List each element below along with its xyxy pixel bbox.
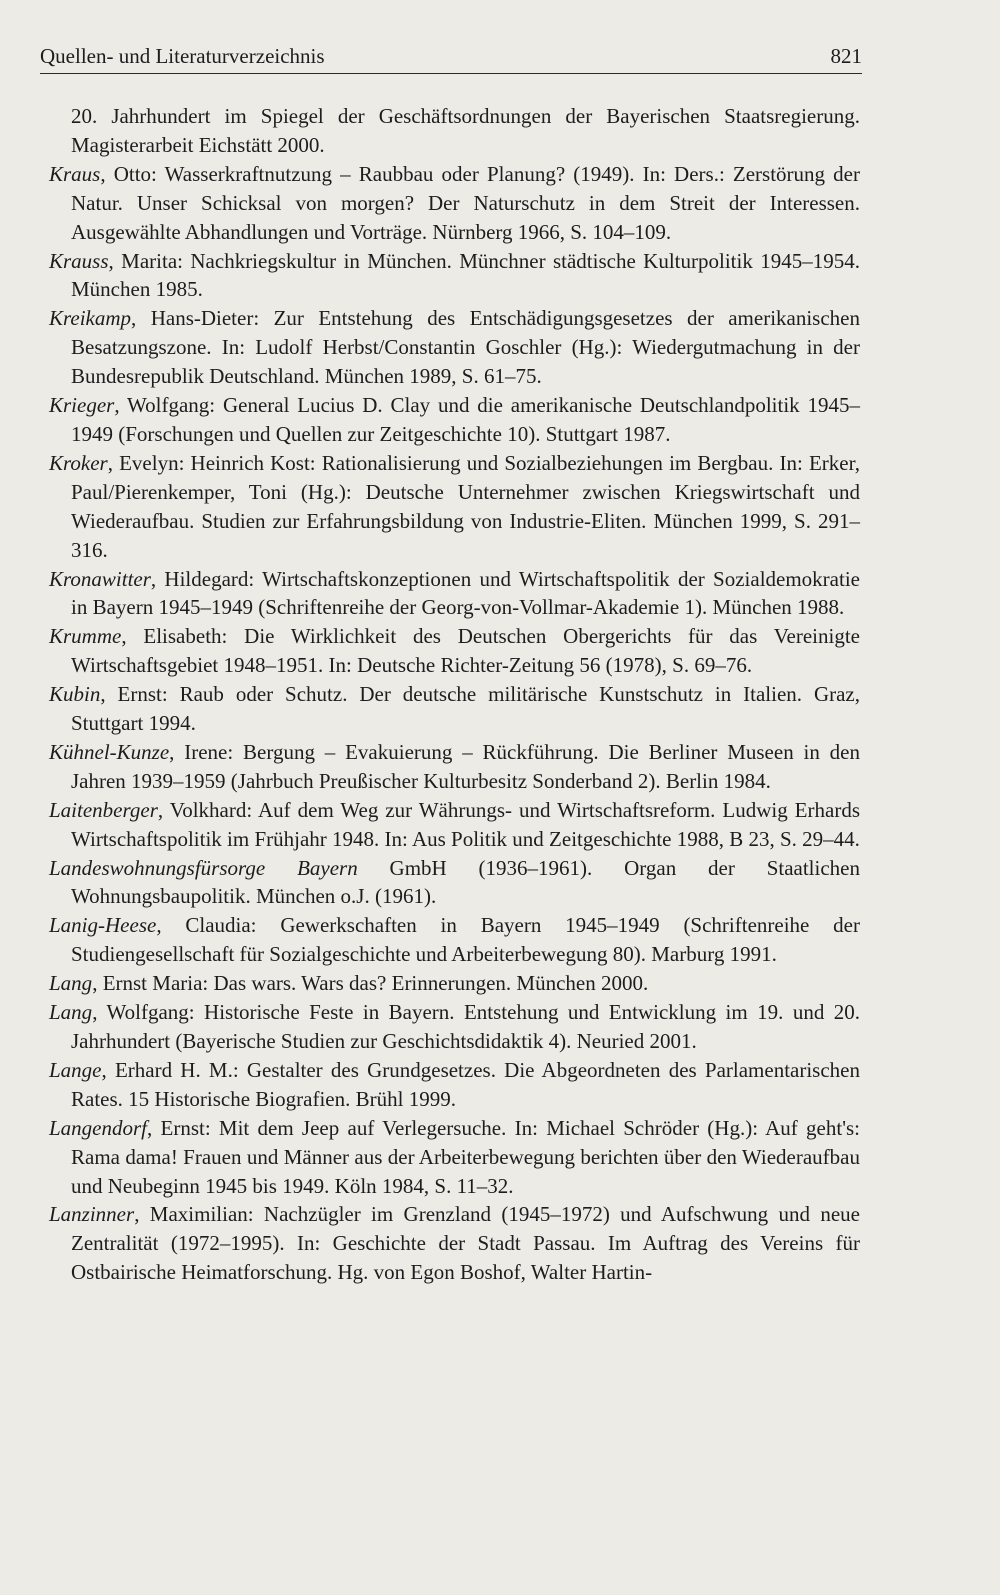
entry-text: , Wolfgang: Historische Feste in Bayern. Entstehung und Entwicklung im 19. und 20. Jahrhundert (Bayerische Studien zur Geschichtsdidaktik 4). Neuried 2001. — [71, 1000, 860, 1053]
bibliography-entry — [49, 449, 860, 565]
bibliography-entry — [49, 680, 860, 738]
bibliography-entry — [49, 1056, 860, 1114]
entry-author: Kreikamp — [49, 306, 132, 331]
entry-text: , Erhard H. M.: Gestalter des Grundgesetzes. Die Abgeordneten des Parlamentarischen Rates. 15 Historische Biografien. Brühl 1999. — [71, 1057, 860, 1111]
bibliography-list — [49, 102, 860, 1287]
bibliography-entry — [49, 911, 860, 969]
bibliography-entry — [49, 247, 860, 305]
entry-text: , Hildegard: Wirtschaftskonzeptionen und Wirtschaftspolitik der Sozialdemokratie in Bayern 1945–1949 (Schriftenreihe der Georg-von-Vollmar-Akademie 1). München 1988. — [71, 566, 860, 620]
entry-author: Kroker — [49, 450, 108, 475]
entry-author: Krauss — [49, 248, 109, 273]
entry-author: Krumme — [49, 624, 122, 649]
entry-text: , Wolfgang: General Lucius D. Clay und die amerikanische Deutschlandpolitik 1945–1949 (Forschungen und Quellen zur Zeitgeschichte 10). Stuttgart 1987. — [71, 393, 860, 446]
entry-author: Krieger — [49, 393, 115, 418]
bibliography-entry — [49, 738, 860, 796]
bibliography-entry — [49, 854, 860, 912]
entry-author: Langendorf — [49, 1115, 148, 1140]
bibliography-entry — [49, 391, 860, 449]
entry-text: , Irene: Bergung – Evakuierung – Rückführung. Die Berliner Museen in den Jahren 1939–1959 (Jahrbuch Preußischer Kulturbesitz Sonderband 2). Berlin 1984. — [71, 739, 860, 793]
bibliography-entry — [49, 796, 860, 854]
entry-text: , Hans-Dieter: Zur Entstehung des Entschädigungsgesetzes der amerikanischen Besatzungszone. In: Ludolf Herbst/Constantin Goschler (Hg.): Wiedergutmachung in der Bundesrepublik Deutschland. München 1989, S. 61–75. — [71, 306, 860, 389]
running-header — [40, 40, 862, 74]
bibliography-entry — [49, 1114, 860, 1201]
entry-author: Lang — [49, 971, 93, 996]
entry-text: , Elisabeth: Die Wirklichkeit des Deutschen Obergerichts für das Vereinigte Wirtschaftsgebiet 1948–1951. In: Deutsche Richter-Zeitung 56 (1978), S. 69–76. — [71, 624, 860, 678]
entry-author: Kühnel-Kunze — [49, 739, 170, 764]
entry-text: , Otto: Wasserkraftnutzung – Raubbau oder Planung? (1949). In: Ders.: Zerstörung der Natur. Unser Schicksal von morgen? Der Naturschutz in dem Streit der Interessen. Ausgewählte Abhandlungen und Vorträge. Nürnberg 1966, S. 104–109. — [71, 161, 860, 244]
entry-text: , Ernst: Mit dem Jeep auf Verlegersuche. In: Michael Schröder (Hg.): Auf geht's: Rama dama! Frauen und Männer aus der Arbeiterbewegung berichten über den Wiederaufbau und Neubeginn 1945 bis 1949. Köln 1984, S. 11–32. — [71, 1115, 860, 1198]
entry-author: Kronawitter — [49, 566, 151, 591]
bibliography-entry — [49, 969, 860, 998]
entry-text: 20. Jahrhundert im Spiegel der Geschäftsordnungen der Bayerischen Staatsregierung. Magisterarbeit Eichstätt 2000. — [71, 104, 860, 157]
running-title: Quellen- und Literaturverzeichnis — [40, 44, 325, 68]
bibliography-entry — [49, 998, 860, 1056]
entry-text: , Maximilian: Nachzügler im Grenzland (1945–1972) und Aufschwung und neue Zentralität (1972–1995). In: Geschichte der Stadt Passau. Im Auftrag des Vereins für Ostbairische Heimatforschung. Hg. von Egon Boshof, Walter Hartin- — [71, 1202, 860, 1285]
entry-author: Lanig-Heese — [49, 913, 157, 938]
entry-author: Lang — [49, 1000, 93, 1025]
bibliography-entry — [49, 1200, 860, 1287]
entry-text: , Volkhard: Auf dem Weg zur Währungs- und Wirtschaftsreform. Ludwig Erhards Wirtschaftspolitik im Frühjahr 1948. In: Aus Politik und Zeitgeschichte 1988, B 23, S. 29–44. — [71, 797, 860, 851]
entry-text: , Evelyn: Heinrich Kost: Rationalisierung und Sozialbeziehungen im Bergbau. In: Erker, Paul/Pierenkemper, Toni (Hg.): Deutsche Unternehmer zwischen Kriegswirtschaft und Wiederaufbau. Studien zur Erfahrungsbildung von Industrie-Eliten. München 1999, S. 291–316. — [71, 450, 860, 562]
entry-author: Lanzinner — [49, 1202, 135, 1227]
entry-text: , Ernst Maria: Das wars. Wars das? Erinnerungen. München 2000. — [92, 971, 649, 996]
bibliography-entry — [49, 160, 860, 247]
entry-author: Landeswohnungsfürsorge Bayern — [49, 855, 358, 880]
entry-author: Lange — [49, 1057, 102, 1082]
entry-text: , Claudia: Gewerkschaften in Bayern 1945–1949 (Schriftenreihe der Studiengesellschaft für Sozialgeschichte und Arbeiterbewegung 80). Marburg 1991. — [71, 913, 860, 967]
bibliography-entry — [49, 304, 860, 391]
entry-author: Kubin — [49, 682, 101, 707]
bibliography-entry — [49, 622, 860, 680]
bibliography-entry — [49, 565, 860, 623]
bibliography-entry — [49, 102, 860, 160]
entry-text: , Marita: Nachkriegskultur in München. Münchner städtische Kulturpolitik 1945–1954. München 1985. — [71, 248, 860, 302]
entry-text: , Ernst: Raub oder Schutz. Der deutsche militärische Kunstschutz in Italien. Graz, Stuttgart 1994. — [71, 682, 860, 736]
page-number: 821 — [830, 44, 862, 68]
entry-author: Laitenberger — [49, 797, 158, 822]
entry-text: GmbH (1936–1961). Organ der Staatlichen Wohnungsbaupolitik. München o.J. (1961). — [71, 855, 860, 909]
entry-author: Kraus — [49, 161, 101, 186]
